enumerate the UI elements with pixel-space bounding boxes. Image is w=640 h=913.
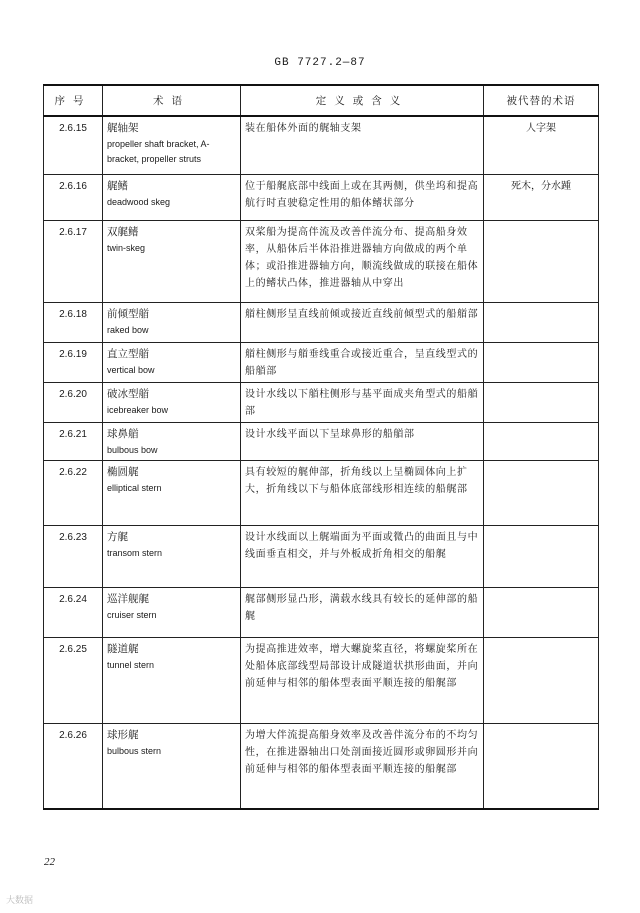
terms-table (43, 84, 599, 810)
table-row (44, 382, 599, 422)
table-row (44, 422, 599, 460)
term-english: tunnel stern (107, 659, 155, 670)
term-chinese: 双艉鳍 (107, 225, 139, 238)
term-english: bulbous stern (107, 745, 162, 756)
term-chinese: 球形艉 (107, 728, 139, 741)
table-row (44, 587, 599, 637)
term-english: icebreaker bow (107, 404, 169, 415)
term-cell (103, 460, 241, 525)
term-english: twin-skeg (107, 242, 146, 253)
term-chinese: 艉鳍 (107, 179, 128, 192)
term-chinese: 前倾型艏 (107, 307, 149, 320)
watermark: 大数据 (6, 896, 34, 906)
term-definition: 位于船艉底部中线面上或在其两侧，供坐坞和提高航行时直驶稳定性用的船体鳍状部分 (241, 174, 484, 220)
standard-code: GB 7727.2—87 (274, 57, 366, 69)
term-chinese: 艉轴架 (107, 122, 139, 134)
header-number: 序号 (44, 85, 103, 116)
term-cell (103, 174, 241, 220)
term-definition: 双桨船为提高伴流及改善伴流分布、提高船身效率，从船体后半体沿推进器轴方向做成的两个单体；或沿推进器轴方向，顺流线做成的联接在船体上的鳍状凸体，推进器轴从中穿出 (241, 220, 484, 302)
term-cell (103, 637, 241, 723)
term-number: 2.6.23 (44, 525, 103, 587)
term-definition: 设计水线面以上艉端面为平面或微凸的曲面且与中线面垂直相交，并与外板成折角相交的船艉 (241, 525, 484, 587)
term-cell (103, 116, 241, 174)
replaced-term (484, 422, 599, 460)
replaced-term: 死木，分水踵 (484, 174, 599, 220)
term-cell (103, 220, 241, 302)
term-english: propeller shaft bracket, A-bracket, propeller struts (107, 139, 210, 164)
replaced-term (484, 525, 599, 587)
header-definition: 定义或含义 (241, 85, 484, 116)
term-definition: 设计水线以下艏柱侧形与基平面成夹角型式的船艏部 (241, 382, 484, 422)
term-cell (103, 525, 241, 587)
header-replaced-term: 被代替的术语 (484, 85, 599, 116)
term-english: raked bow (107, 324, 149, 335)
term-cell (103, 587, 241, 637)
term-chinese: 破冰型艏 (107, 387, 149, 400)
term-english: bulbous bow (107, 444, 158, 455)
replaced-term: 人字架 (484, 116, 599, 174)
term-number: 2.6.15 (44, 116, 103, 174)
term-english: elliptical stern (107, 482, 162, 493)
term-cell (103, 382, 241, 422)
table-row (44, 302, 599, 342)
header-term: 术语 (103, 85, 241, 116)
term-chinese: 巡洋舰艉 (107, 592, 149, 605)
table-row (44, 637, 599, 723)
table-row (44, 723, 599, 809)
term-number: 2.6.26 (44, 723, 103, 809)
replaced-term (484, 342, 599, 382)
term-number: 2.6.17 (44, 220, 103, 302)
term-number: 2.6.21 (44, 422, 103, 460)
term-english: vertical bow (107, 364, 155, 375)
replaced-term (484, 382, 599, 422)
page-number: 22 (44, 856, 55, 868)
term-definition: 设计水线平面以下呈球鼻形的船艏部 (241, 422, 484, 460)
table-row (44, 460, 599, 525)
term-chinese: 隧道艉 (107, 642, 139, 655)
term-definition: 艏柱侧形呈直线前倾或接近直线前倾型式的船艏部 (241, 302, 484, 342)
term-english: deadwood skeg (107, 196, 171, 207)
term-number: 2.6.16 (44, 174, 103, 220)
table-row (44, 525, 599, 587)
replaced-term (484, 460, 599, 525)
term-cell (103, 342, 241, 382)
term-english: cruiser stern (107, 609, 157, 620)
term-definition: 具有较短的艉伸部，折角线以上呈椭圆体向上扩大，折角线以下与船体底部线形相连续的船艉部 (241, 460, 484, 525)
term-chinese: 球鼻艏 (107, 427, 139, 440)
term-cell (103, 302, 241, 342)
term-number: 2.6.18 (44, 302, 103, 342)
term-number: 2.6.19 (44, 342, 103, 382)
replaced-term (484, 302, 599, 342)
term-cell (103, 422, 241, 460)
term-number: 2.6.24 (44, 587, 103, 637)
table-row (44, 342, 599, 382)
table-row (44, 220, 599, 302)
term-number: 2.6.20 (44, 382, 103, 422)
term-chinese: 椭圆艉 (107, 465, 139, 478)
table-row (44, 116, 599, 174)
term-definition: 为提高推进效率，增大螺旋桨直径，将螺旋桨所在处船体底部线型局部设计成隧道状拱形曲面，并向前延伸与相邻的船体型表面平顺连接的船艉部 (241, 637, 484, 723)
replaced-term (484, 587, 599, 637)
term-definition: 艏柱侧形与艏垂线重合或接近重合，呈直线型式的船艏部 (241, 342, 484, 382)
term-definition: 装在船体外面的艉轴支架 (241, 116, 484, 174)
term-english: transom stern (107, 547, 163, 558)
term-chinese: 方艉 (107, 530, 128, 543)
term-cell (103, 723, 241, 809)
replaced-term (484, 637, 599, 723)
term-chinese: 直立型艏 (107, 347, 149, 360)
term-number: 2.6.22 (44, 460, 103, 525)
table-row (44, 174, 599, 220)
term-definition: 艉部侧形显凸形，满载水线具有较长的延伸部的船艉 (241, 587, 484, 637)
replaced-term (484, 723, 599, 809)
table-header-row (44, 85, 599, 116)
term-definition: 为增大伴流提高船身效率及改善伴流分布的不均匀性，在推进器轴出口处剖面接近圆形或卵圆形并向前延伸与相邻的船体型表面平顺连接的船艉部 (241, 723, 484, 809)
term-number: 2.6.25 (44, 637, 103, 723)
replaced-term (484, 220, 599, 302)
